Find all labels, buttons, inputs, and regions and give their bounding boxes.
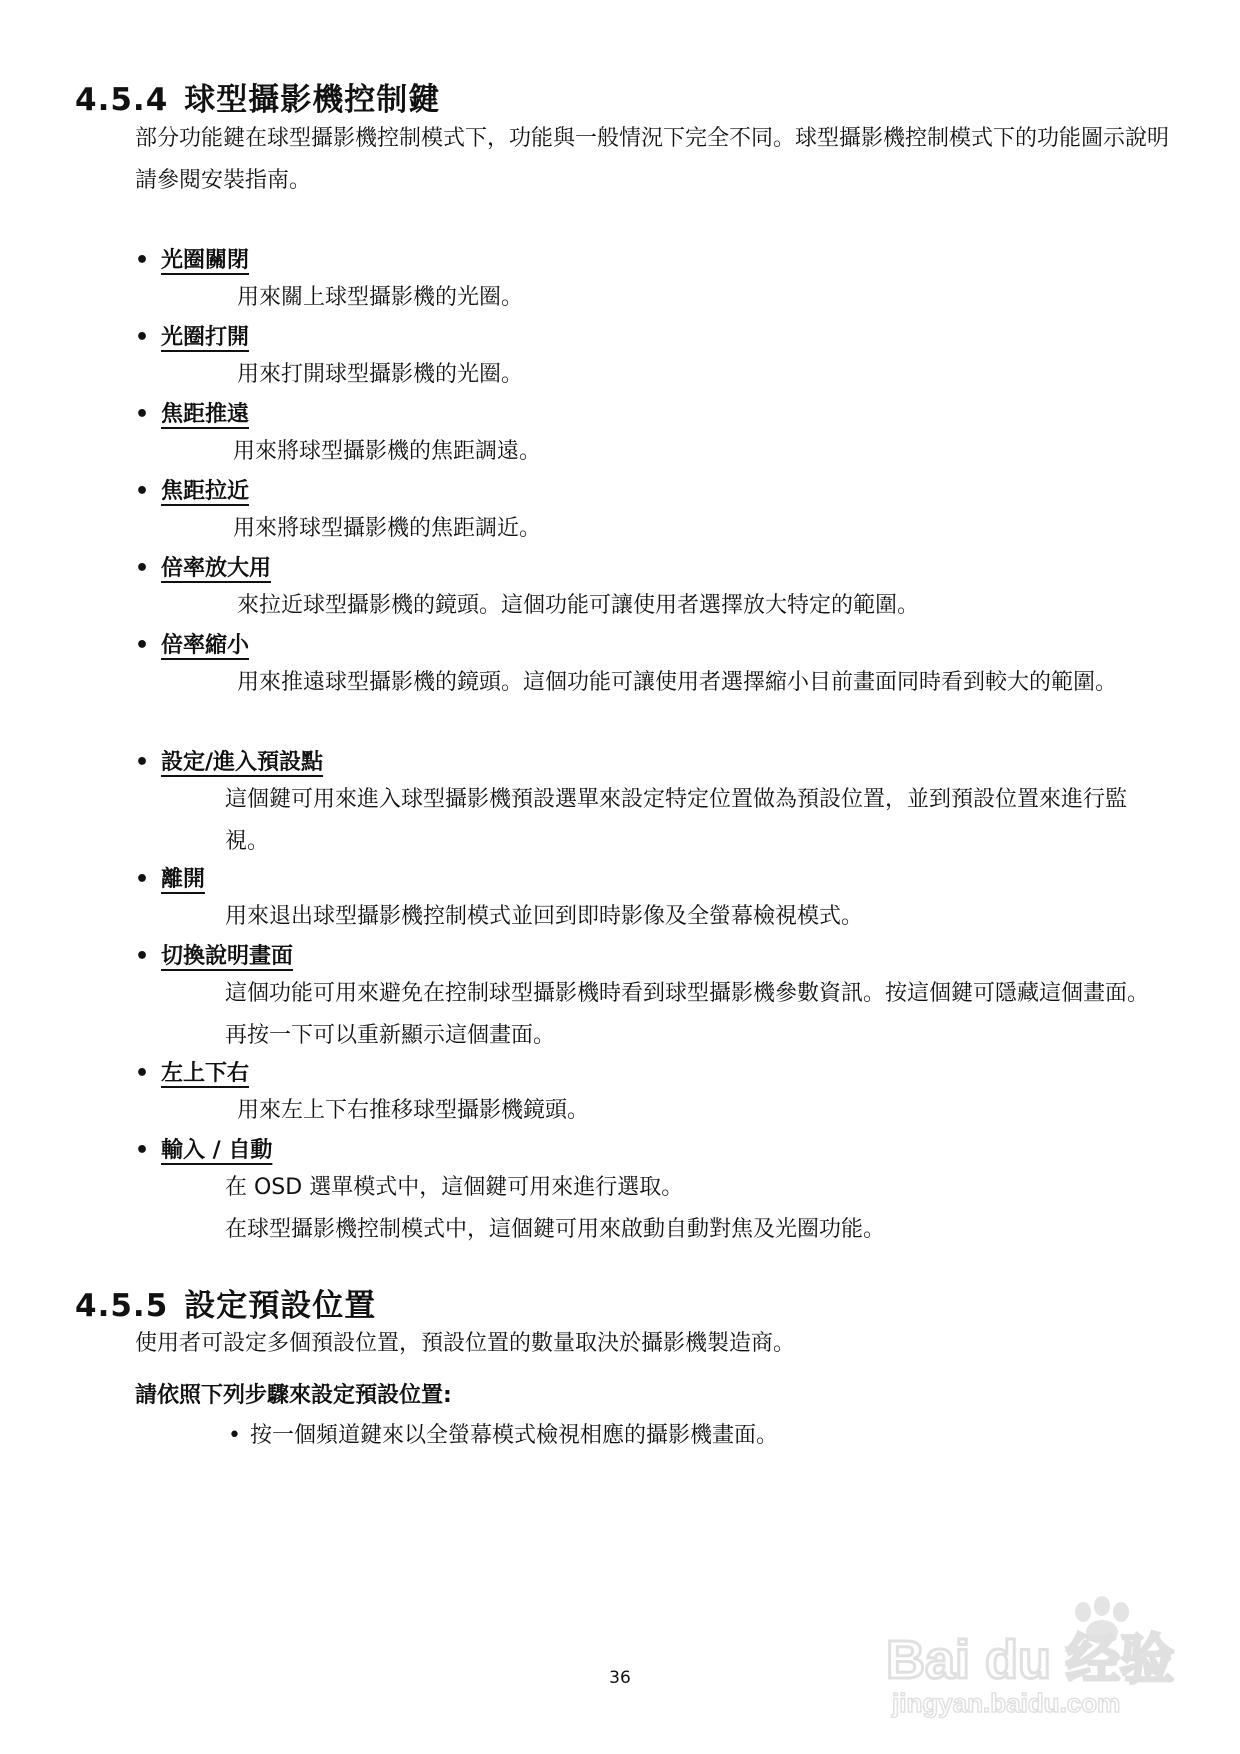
bullet-dot: • <box>228 1423 241 1448</box>
bullet-dot: • <box>135 248 150 273</box>
item-description: 用來關上球型攝影機的光圈。 <box>237 285 524 310</box>
item-description: 用來左上下右推移球型攝影機鏡頭。 <box>237 1098 590 1123</box>
section-heading-4-5-5 <box>75 1280 376 1325</box>
step-text: 按一個頻道鍵來以全螢幕模式檢視相應的攝影機畫面。 <box>250 1423 779 1448</box>
item-title: 焦距拉近 <box>161 479 250 504</box>
item-title: 光圈關閉 <box>161 248 250 273</box>
item-description: 這個功能可用來避免在控制球型攝影機時看到球型攝影機參數資訊。按這個鍵可隱藏這個畫面。再按一下可以重新顯示這個畫面。 <box>225 981 1150 1048</box>
section-number: 4.5.4 <box>75 82 169 118</box>
item-title: 切換說明畫面 <box>161 944 294 969</box>
item-title: 離開 <box>161 867 206 892</box>
bullet-dot: • <box>135 1138 150 1163</box>
bullet-item-preset <box>135 745 323 776</box>
bullet-dot: • <box>135 325 150 350</box>
bullet-dot: • <box>135 479 150 504</box>
bullet-item-enter-auto <box>135 1133 272 1164</box>
page-number: 36 <box>609 1668 631 1688</box>
item-description: 這個鍵可用來進入球型攝影機預設選單來設定特定位置做為預設位置，並到預設位置來進行監視。 <box>225 787 1128 854</box>
bullet-dot: • <box>135 556 150 581</box>
bullet-dot: • <box>135 402 150 427</box>
bullet-item-focus-near <box>135 474 249 505</box>
bullet-item-zoom-out <box>135 628 249 659</box>
bullet-item-toggle-help <box>135 939 293 970</box>
item-title: 光圈打開 <box>161 325 250 350</box>
section-intro: 使用者可設定多個預設位置，預設位置的數量取決於攝影機製造商。 <box>135 1331 796 1356</box>
item-description: 用來將球型攝影機的焦距調遠。 <box>233 439 542 464</box>
item-title: 輸入 / 自動 <box>161 1138 273 1163</box>
step-item <box>228 1418 778 1449</box>
bullet-item-iris-close <box>135 243 249 274</box>
bullet-dot: • <box>135 867 150 892</box>
bullet-item-directions <box>135 1056 249 1087</box>
item-title: 焦距推遠 <box>161 402 250 427</box>
bullet-dot: • <box>135 1061 150 1086</box>
bullet-dot: • <box>135 633 150 658</box>
watermark-url: jingyan.baidu.com <box>892 1688 1121 1718</box>
baidu-jingyan-watermark <box>878 1590 1178 1720</box>
section-title: 設定預設位置 <box>184 1288 377 1324</box>
bullet-dot: • <box>135 944 150 969</box>
item-description: 在 OSD 選單模式中，這個鍵可用來進行選取。 <box>225 1175 684 1200</box>
bullet-dot: • <box>135 750 150 775</box>
item-description-2: 在球型攝影機控制模式中，這個鍵可用來啟動自動對焦及光圈功能。 <box>225 1217 886 1242</box>
item-description: 用來打開球型攝影機的光圈。 <box>237 362 524 387</box>
bullet-item-zoom-in <box>135 551 271 582</box>
item-description: 用來推遠球型攝影機的鏡頭。這個功能可讓使用者選擇縮小目前畫面同時看到較大的範圍。 <box>237 670 1118 695</box>
watermark-logo-text: Bai du 经验 <box>886 1630 1175 1690</box>
section-intro: 部分功能鍵在球型攝影機控制模式下，功能與一般情況下完全不同。球型攝影機控制模式下的功能圖示說明請參閱安裝指南。 <box>135 126 1170 193</box>
item-description: 用來退出球型攝影機控制模式並回到即時影像及全螢幕檢視模式。 <box>225 904 864 929</box>
section-number: 4.5.5 <box>75 1288 169 1324</box>
item-title: 倍率縮小 <box>161 633 250 658</box>
item-title: 倍率放大用 <box>161 556 272 581</box>
steps-heading: 請依照下列步驟來設定預設位置: <box>135 1383 452 1408</box>
item-description: 來拉近球型攝影機的鏡頭。這個功能可讓使用者選擇放大特定的範圍。 <box>237 593 920 618</box>
bullet-item-iris-open <box>135 320 249 351</box>
item-title: 左上下右 <box>161 1061 250 1086</box>
section-title: 球型攝影機控制鍵 <box>184 82 441 118</box>
item-description: 用來將球型攝影機的焦距調近。 <box>233 516 542 541</box>
bullet-item-exit <box>135 862 205 893</box>
bullet-item-focus-far <box>135 397 249 428</box>
item-title: 設定/進入預設點 <box>161 750 324 775</box>
section-heading-4-5-4 <box>75 74 440 119</box>
